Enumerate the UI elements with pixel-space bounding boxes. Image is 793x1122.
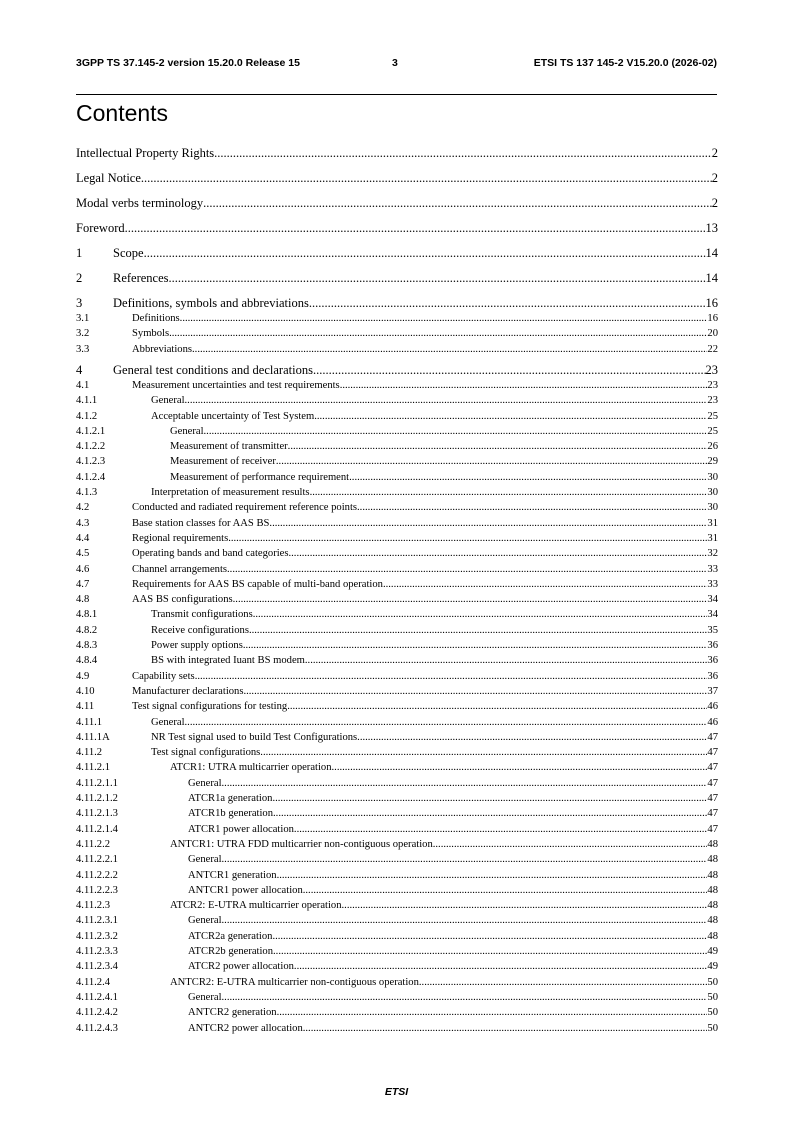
toc-leader-dots <box>141 171 712 186</box>
toc-entry-number: 4.1.3 <box>76 487 98 498</box>
toc-entry-number: 4 <box>76 362 83 377</box>
toc-entry-label: General <box>188 913 222 928</box>
toc-entry-number: 4.2 <box>76 502 90 514</box>
toc-entry-label: Power supply options <box>151 638 243 653</box>
toc-entry[interactable] <box>76 311 718 326</box>
toc-entry[interactable] <box>76 424 718 439</box>
toc-leader-dots <box>277 868 708 883</box>
toc-entry-page: 37 <box>707 685 718 697</box>
toc-entry-label: ANTCR2 power allocation <box>188 1021 303 1036</box>
toc-entry-number: 4.11.2.4.1 <box>76 991 118 1003</box>
toc-leader-dots <box>303 883 708 898</box>
toc-entry[interactable] <box>76 271 718 286</box>
toc-leader-dots <box>243 684 707 699</box>
toc-entry-page: 22 <box>707 343 718 355</box>
toc-entry-page: 30 <box>707 471 718 483</box>
toc-entry-label: Scope <box>113 246 144 260</box>
toc-entry-label: ANTCR2: E-UTRA multicarrier non-contiguous operation <box>170 975 419 990</box>
toc-entry[interactable] <box>76 1005 718 1020</box>
toc-leader-dots <box>349 470 707 485</box>
toc-leader-dots <box>195 669 708 684</box>
toc-entry[interactable] <box>76 546 718 561</box>
toc-entry-number: 3.1 <box>76 313 90 324</box>
toc-entry-page: 29 <box>707 456 718 468</box>
toc-leader-dots <box>342 898 708 913</box>
toc-entry-number: 4.11.2.3.1 <box>76 915 118 927</box>
toc-entry-page: 47 <box>707 762 718 774</box>
toc-entry[interactable] <box>76 684 718 699</box>
toc-entry-label: Conducted and radiated requirement reference points <box>132 500 357 515</box>
toc-entry-label: Operating bands and band categories <box>132 546 289 561</box>
toc-entry[interactable] <box>76 1021 718 1036</box>
toc-entry[interactable] <box>76 326 718 341</box>
toc-entry[interactable] <box>76 806 718 821</box>
toc-entry-page: 47 <box>707 808 718 820</box>
toc-leader-dots <box>288 439 708 454</box>
toc-entry-page: 46 <box>707 716 718 728</box>
toc-entry[interactable] <box>76 791 718 806</box>
toc-leader-dots <box>192 342 707 357</box>
toc-entry-label: ATCR2: E-UTRA multicarrier operation <box>170 898 342 913</box>
toc-leader-dots <box>222 913 708 928</box>
toc-entry-page: 31 <box>707 517 718 529</box>
toc-entry-number: 4.11.2.2 <box>76 838 111 850</box>
toc-entry-number: 4.8 <box>76 594 90 606</box>
toc-entry-page: 23 <box>707 395 718 407</box>
toc-entry-page: 35 <box>707 624 718 636</box>
toc-entry-page: 25 <box>707 410 718 422</box>
toc-entry-label: Definitions <box>132 311 180 326</box>
toc-entry-label: General <box>170 424 204 439</box>
toc-entry-number: 4.11.1 <box>76 716 103 728</box>
toc-entry-number: 3.3 <box>76 343 90 355</box>
toc-entry-label: Interpretation of measurement results <box>151 485 310 500</box>
toc-leader-dots <box>340 378 708 393</box>
toc-entry-label: BS with integrated Iuant BS modem <box>151 653 305 668</box>
toc-entry[interactable] <box>76 959 718 974</box>
toc-entry-number: 4.8.1 <box>76 609 98 621</box>
toc-leader-dots <box>277 1005 708 1020</box>
toc-entry-page: 48 <box>707 900 718 912</box>
toc-entry-page: 50 <box>707 1022 718 1034</box>
toc-leader-dots <box>314 409 707 424</box>
toc-entry-label: Legal Notice <box>76 171 141 185</box>
toc-entry[interactable] <box>76 409 718 424</box>
toc-entry-number: 4.11.2.1.3 <box>76 808 118 820</box>
toc-entry-label: Measurement of transmitter <box>170 439 288 454</box>
toc-entry-page: 49 <box>707 961 718 973</box>
toc-leader-dots <box>273 806 707 821</box>
toc-entry-page: 36 <box>707 655 718 667</box>
toc-entry-label: Regional requirements <box>132 531 228 546</box>
toc-entry[interactable] <box>76 470 718 485</box>
toc-entry-number: 4.1 <box>76 379 90 391</box>
toc-entry-label: Capability sets <box>132 669 195 684</box>
toc-leader-dots <box>303 1021 708 1036</box>
toc-entry-number: 4.11 <box>76 701 95 713</box>
toc-leader-dots <box>383 577 707 592</box>
toc-entry-number: 4.5 <box>76 548 90 560</box>
toc-leader-dots <box>272 791 707 806</box>
toc-entry-page: 48 <box>707 930 718 942</box>
toc-entry-label: Measurement of performance requirement <box>170 470 349 485</box>
toc-entry-number: 4.8.2 <box>76 624 98 636</box>
toc-entry[interactable] <box>76 171 718 186</box>
toc-entry-page: 23 <box>705 362 718 377</box>
toc-leader-dots <box>332 760 708 775</box>
toc-entry-page: 14 <box>705 271 718 285</box>
toc-entry[interactable] <box>76 760 718 775</box>
toc-entry[interactable] <box>76 146 718 161</box>
toc-entry-label: Symbols <box>132 326 169 341</box>
toc-entry-number: 4.11.2 <box>76 747 103 759</box>
toc-entry-label: ATCR1b generation <box>188 806 273 821</box>
toc-leader-dots <box>249 623 707 638</box>
toc-leader-dots <box>222 990 708 1005</box>
toc-entry-number: 4.1.1 <box>76 395 98 407</box>
toc-entry-page: 46 <box>707 701 718 713</box>
toc-entry-page: 48 <box>707 838 718 850</box>
toc-entry-number: 4.11.2.3 <box>76 900 111 912</box>
toc-entry-label: ATCR2b generation <box>188 944 273 959</box>
toc-leader-dots <box>185 715 708 730</box>
toc-entry-number: 4.1.2.4 <box>76 471 106 483</box>
toc-entry-page: 47 <box>707 731 718 743</box>
toc-entry-page: 31 <box>707 532 718 544</box>
toc-entry-page: 25 <box>707 425 718 437</box>
toc-leader-dots <box>305 653 708 668</box>
toc-entry-number: 4.11.2.1.4 <box>76 823 118 835</box>
toc-leader-dots <box>214 146 712 161</box>
toc-entry-label: ATCR1 power allocation <box>188 822 294 837</box>
toc-entry-number: 1 <box>76 246 83 260</box>
toc-entry-page: 50 <box>707 976 718 988</box>
toc-leader-dots <box>222 852 708 867</box>
toc-entry[interactable] <box>76 715 718 730</box>
toc-entry[interactable] <box>76 944 718 959</box>
toc-entry[interactable] <box>76 485 718 500</box>
toc-entry-number: 4.7 <box>76 578 90 590</box>
toc-entry[interactable] <box>76 929 718 944</box>
toc-entry-page: 36 <box>707 670 718 682</box>
toc-entry-label: ANTCR1 power allocation <box>188 883 303 898</box>
toc-entry-page: 2 <box>711 171 718 185</box>
toc-entry-label: Acceptable uncertainty of Test System <box>151 409 314 424</box>
toc-entry-label: General <box>188 852 222 867</box>
toc-entry-number: 4.1.2.2 <box>76 441 106 453</box>
toc-leader-dots <box>228 531 707 546</box>
toc-entry-page: 16 <box>707 313 718 324</box>
toc-leader-dots <box>125 221 706 236</box>
header-etsi-id: ETSI TS 137 145-2 V15.20.0 (2026-02) <box>533 57 717 69</box>
toc-entry[interactable] <box>76 822 718 837</box>
toc-entry-page: 47 <box>707 747 718 759</box>
toc-entry-page: 49 <box>707 946 718 957</box>
toc-entry[interactable] <box>76 363 718 378</box>
toc-entry-label: Test signal configurations <box>151 745 260 760</box>
toc-entry-number: 4.11.2.4.2 <box>76 1007 118 1019</box>
toc-entry-page: 50 <box>707 1007 718 1019</box>
toc-leader-dots <box>294 822 707 837</box>
toc-entry-page: 30 <box>707 502 718 514</box>
toc-entry-number: 2 <box>76 271 83 285</box>
toc-entry-label: ANTCR2 generation <box>188 1005 277 1020</box>
toc-entry-number: 4.10 <box>76 685 95 697</box>
toc-entry[interactable] <box>76 623 718 638</box>
toc-entry[interactable] <box>76 577 718 592</box>
toc-entry-page: 26 <box>707 441 718 453</box>
toc-entry[interactable] <box>76 246 718 261</box>
toc-entry-number: 4.4 <box>76 532 90 544</box>
toc-entry[interactable] <box>76 653 718 668</box>
toc-leader-dots <box>260 745 707 760</box>
toc-entry[interactable] <box>76 699 718 714</box>
toc-entry-page: 47 <box>707 823 718 835</box>
toc-entry-label: General <box>151 393 185 408</box>
toc-entry-page: 33 <box>707 563 718 575</box>
toc-entry-number: 4.1.2.3 <box>76 456 106 468</box>
toc-entry-label: General <box>151 715 185 730</box>
toc-entry-label: ATCR1a generation <box>188 791 272 806</box>
toc-entry-label: Base station classes for AAS BS <box>132 516 269 531</box>
toc-leader-dots <box>243 638 708 653</box>
toc-entry-page: 48 <box>707 854 718 866</box>
header-rule <box>76 94 717 95</box>
toc-leader-dots <box>180 311 708 326</box>
toc-entry-number: 4.9 <box>76 670 90 682</box>
toc-entry-label: Requirements for AAS BS capable of multi-band operation <box>132 577 383 592</box>
toc-leader-dots <box>357 500 707 515</box>
toc-entry-page: 50 <box>707 991 718 1003</box>
toc-entry-label: General <box>188 776 222 791</box>
toc-leader-dots <box>269 516 707 531</box>
toc-entry-number: 4.11.2.3.4 <box>76 961 118 973</box>
toc-leader-dots <box>144 246 706 261</box>
toc-entry[interactable] <box>76 730 718 745</box>
toc-entry-page: 48 <box>707 869 718 881</box>
toc-entry-page: 34 <box>707 609 718 621</box>
toc-entry-page: 48 <box>707 884 718 896</box>
toc-entry-number: 4.11.2.4.3 <box>76 1022 118 1034</box>
toc-entry-label: Manufacturer declarations <box>132 684 243 699</box>
toc-entry[interactable] <box>76 975 718 990</box>
toc-entry[interactable] <box>76 342 718 357</box>
toc-leader-dots <box>294 959 707 974</box>
toc-leader-dots <box>227 562 707 577</box>
toc-entry[interactable] <box>76 852 718 867</box>
toc-entry-number: 4.1.2.1 <box>76 425 106 437</box>
page-title: Contents <box>76 100 169 126</box>
toc-leader-dots <box>204 424 708 439</box>
toc-leader-dots <box>222 776 708 791</box>
toc-entry-page: 23 <box>707 379 718 391</box>
toc-entry-number: 3 <box>76 296 83 310</box>
toc-entry-label: Foreword <box>76 221 125 235</box>
toc-entry[interactable] <box>76 745 718 760</box>
toc-entry-label: ATCR2 power allocation <box>188 959 294 974</box>
toc-entry[interactable] <box>76 592 718 607</box>
toc-entry-page: 32 <box>707 548 718 560</box>
toc-entry-page: 47 <box>707 777 718 789</box>
toc-entry-label: Abbreviations <box>132 342 192 357</box>
toc-entry-number: 4.11.2.3.3 <box>76 946 118 957</box>
toc-leader-dots <box>276 454 708 469</box>
toc-entry[interactable] <box>76 196 718 211</box>
toc-entry-label: Measurement uncertainties and test requirements <box>132 378 340 393</box>
toc-entry-label: Definitions, symbols and abbreviations <box>113 296 309 310</box>
toc-entry[interactable] <box>76 454 718 469</box>
toc-entry-label: Intellectual Property Rights <box>76 146 215 160</box>
page-footer: ETSI <box>384 1086 409 1098</box>
toc-entry-label: ANTCR1: UTRA FDD multicarrier non-contiguous operation <box>170 837 433 852</box>
toc-entry-page: 48 <box>707 915 718 927</box>
toc-entry-label: AAS BS configurations <box>132 592 233 607</box>
toc-leader-dots <box>169 271 706 286</box>
toc-entry[interactable] <box>76 607 718 622</box>
toc-entry[interactable] <box>76 868 718 883</box>
toc-entry-number: 4.3 <box>76 517 90 529</box>
toc-entry-number: 4.11.2.1.1 <box>76 777 118 789</box>
toc-entry-page: 2 <box>711 146 718 160</box>
toc-entry-number: 4.11.2.1.2 <box>76 793 118 804</box>
toc-entry[interactable] <box>76 562 718 577</box>
toc-entry-number: 4.11.2.2.1 <box>76 854 118 866</box>
toc-leader-dots <box>309 296 706 311</box>
toc-entry[interactable] <box>76 531 718 546</box>
toc-entry[interactable] <box>76 439 718 454</box>
toc-entry[interactable] <box>76 516 718 531</box>
toc-entry-number: 4.8.3 <box>76 640 98 651</box>
toc-entry-page: 34 <box>707 594 718 606</box>
header-page-number: 3 <box>392 57 398 69</box>
toc-entry-number: 3.2 <box>76 328 90 340</box>
toc-entry-number: 4.11.1A <box>76 731 110 743</box>
toc-entry-label: Transmit configurations <box>151 607 253 622</box>
header-document-id: 3GPP TS 37.145-2 version 15.20.0 Release 15 <box>76 57 300 69</box>
toc-entry-label: NR Test signal used to build Test Configurations <box>151 730 357 745</box>
toc-entry-label: ANTCR1 generation <box>188 868 277 883</box>
page-header <box>76 57 717 73</box>
toc-entry-label: ATCR2a generation <box>188 929 272 944</box>
toc-entry-label: ATCR1: UTRA multicarrier operation <box>170 760 332 775</box>
toc-entry-label: Measurement of receiver <box>170 454 276 469</box>
toc-entry-page: 2 <box>711 196 718 210</box>
toc-leader-dots <box>433 837 708 852</box>
toc-entry[interactable] <box>76 883 718 898</box>
toc-entry-label: General <box>188 990 222 1005</box>
toc-entry[interactable] <box>76 669 718 684</box>
toc-leader-dots <box>287 699 707 714</box>
toc-entry[interactable] <box>76 776 718 791</box>
toc-entry[interactable] <box>76 898 718 913</box>
toc-entry-label: Receive configurations <box>151 623 249 638</box>
toc-entry-page: 47 <box>707 793 718 804</box>
toc-leader-dots <box>273 944 707 959</box>
toc-leader-dots <box>272 929 707 944</box>
toc-leader-dots <box>233 592 708 607</box>
toc-entry-number: 4.8.4 <box>76 655 98 667</box>
toc-leader-dots <box>169 326 707 341</box>
toc-leader-dots <box>419 975 708 990</box>
toc-entry-page: 20 <box>707 328 718 340</box>
toc-entry-number: 4.6 <box>76 563 90 575</box>
toc-leader-dots <box>185 393 708 408</box>
toc-leader-dots <box>313 363 706 378</box>
toc-entry[interactable] <box>76 221 718 236</box>
toc-entry-label: Channel arrangements <box>132 562 227 577</box>
toc-leader-dots <box>289 546 708 561</box>
toc-entry-number: 4.11.2.2.3 <box>76 884 118 896</box>
toc-entry[interactable] <box>76 378 718 393</box>
toc-entry-number: 4.11.2.3.2 <box>76 930 118 942</box>
toc-entry[interactable] <box>76 913 718 928</box>
toc-entry-page: 33 <box>707 578 718 590</box>
toc-leader-dots <box>357 730 707 745</box>
toc-entry[interactable] <box>76 393 718 408</box>
toc-entry[interactable] <box>76 638 718 653</box>
toc-entry-label: Modal verbs terminology <box>76 196 204 210</box>
toc-entry-label: General test conditions and declarations <box>113 362 313 377</box>
toc-entry-page: 13 <box>705 221 718 235</box>
toc-entry-number: 4.11.2.2.2 <box>76 869 118 881</box>
toc-entry-page: 30 <box>707 487 718 498</box>
toc-entry-page: 16 <box>705 296 718 310</box>
toc-entry-number: 4.11.2.1 <box>76 762 111 774</box>
toc-entry[interactable] <box>76 837 718 852</box>
toc-entry[interactable] <box>76 990 718 1005</box>
toc-leader-dots <box>253 607 708 622</box>
toc-entry-number: 4.11.2.4 <box>76 976 111 988</box>
toc-entry-label: References <box>113 271 169 285</box>
toc-leader-dots <box>310 485 708 500</box>
toc-entry-number: 4.1.2 <box>76 410 98 422</box>
toc-leader-dots <box>203 196 712 211</box>
toc-entry[interactable] <box>76 500 718 515</box>
toc-entry-page: 36 <box>707 640 718 651</box>
toc-entry[interactable] <box>76 296 718 311</box>
toc-entry-page: 14 <box>705 246 718 260</box>
toc-entry-label: Test signal configurations for testing <box>132 699 287 714</box>
